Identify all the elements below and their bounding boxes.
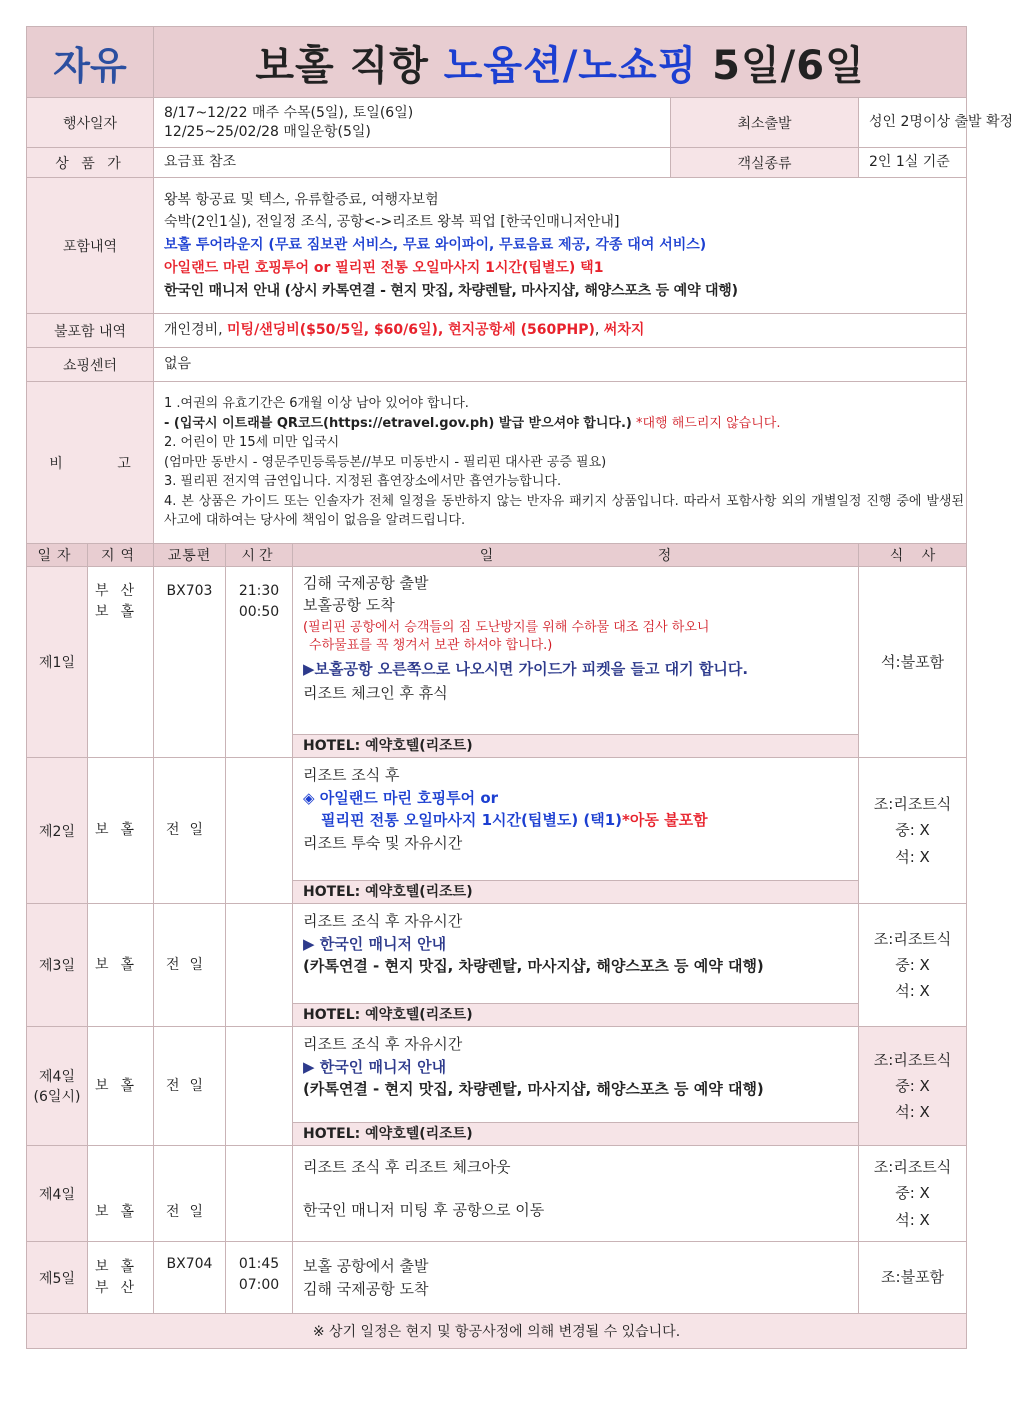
footer-notice: ※ 상기 일정은 현지 및 항공사정에 의해 변경될 수 있습니다.	[27, 1314, 967, 1349]
day-label: 제5일	[27, 1242, 88, 1314]
day-itinerary: 리조트 조식 후 리조트 체크아웃 한국인 매니저 미팅 후 공항으로 이동	[293, 1146, 859, 1242]
schedule-row	[27, 1146, 967, 1242]
excluded-value: 개인경비, 미팅/샌딩비($50/5일, $60/6일), 현지공항세 (560PHP), 써차지	[154, 314, 967, 348]
header-itinerary: 일 정	[293, 544, 859, 567]
room-type-label: 객실종류	[671, 148, 859, 178]
meal-info: 조:리조트식 중: X 석: X	[859, 1146, 967, 1242]
day-label: 제4일	[27, 1146, 88, 1242]
meal-info: 조:리조트식 중: X 석: X	[859, 758, 967, 904]
hotel-info: HOTEL: 예약호텔(리조트)	[293, 1122, 858, 1145]
schedule-row	[27, 1027, 967, 1146]
day-label: 제4일 (6일시)	[27, 1027, 88, 1146]
header-day: 일자	[27, 544, 88, 567]
min-departure-label: 최소출발	[671, 98, 859, 148]
price-value: 요금표 참조	[154, 148, 671, 178]
excluded-label: 불포함 내역	[27, 314, 154, 348]
day-region: 부산 보홀	[88, 567, 154, 758]
schedule-row	[27, 758, 967, 904]
dates-label: 행사일자	[27, 98, 154, 148]
included-label: 포함내역	[27, 178, 154, 314]
hotel-info: HOTEL: 예약호텔(리조트)	[293, 734, 858, 757]
day-transport: 전일	[154, 1027, 226, 1146]
flight-times: 21:30 00:50	[226, 567, 293, 758]
day-itinerary: 리조트 조식 후 자유시간 ▶ 한국인 매니저 안내 (카톡연결 - 현지 맛집, 차량렌탈, 마사지샵, 해양스포츠 등 예약 대행) HOTEL: 예약호텔(리조트)	[293, 904, 859, 1027]
day-transport: 전일	[154, 1146, 226, 1242]
included-list: 왕복 항공료 및 텍스, 유류할증료, 여행자보험 숙박(2인1실), 전일정 조식, 공항<->리조트 왕복 픽업 [한국인매니저안내] 보홀 투어라운지 (무료 짐보관 서비스, 무료 와이파이, 무료음료 제공, 각종 대여 서비스) 아일랜드 마린 호핑투어 or 필리핀 전통 오일마사지 1시간(팁별도) 택1 한국인 매니저 안내 (상시 카톡연결 - 현지 맛집, 차량렌탈, 마사지샵, 해양스포츠 등 예약 대행)	[154, 178, 967, 314]
meal-info: 조:불포함	[859, 1242, 967, 1314]
hotel-info: HOTEL: 예약호텔(리조트)	[293, 1003, 858, 1026]
day-itinerary: 리조트 조식 후 ◈ 아일랜드 마린 호핑투어 or 필리핀 전통 오일마사지 1시간(팁별도) (택1)*아동 불포함 리조트 투숙 및 자유시간 HOTEL: 예약호텔(리조트)	[293, 758, 859, 904]
schedule-row	[27, 567, 967, 758]
price-label: 상 품 가	[27, 148, 154, 178]
day-label: 제3일	[27, 904, 88, 1027]
free-badge: 자유	[27, 27, 154, 98]
day-itinerary: 김해 국제공항 출발 보홀공항 도착 (필리핀 공항에서 승객들의 짐 도난방지를 위해 수하물 대조 검사 하오니 수하물표를 꼭 챙겨서 보관 하셔야 합니다.) ▶보홀공항 오른쪽으로 나오시면 가이드가 피켓을 들고 대기 합니다. 리조트 체크인 후 휴식 HOTEL: 예약호텔(리조트)	[293, 567, 859, 758]
header-transport: 교통편	[154, 544, 226, 567]
day-region: 보홀	[88, 1146, 154, 1242]
flight-times: 01:45 07:00	[226, 1242, 293, 1314]
day-transport: 전일	[154, 904, 226, 1027]
header-region: 지역	[88, 544, 154, 567]
room-type-value: 2인 1실 기준	[859, 148, 967, 178]
page-title: 보홀 직항 노옵션/노쇼핑 5일/6일	[154, 27, 967, 98]
day-itinerary: 보홀 공항에서 출발 김해 국제공항 도착	[293, 1242, 859, 1314]
flight-number: BX704	[154, 1242, 226, 1314]
remarks-list: 1 .여권의 유효기간은 6개월 이상 남아 있어야 합니다. - (입국시 이트래블 QR코드(https://etravel.gov.ph) 발급 받으셔야 합니다.) *대행 해드리지 않습니다. 2. 어린이 만 15세 미만 입국시 (엄마만 동반시 - 영문주민등록등본//부모 미동반시 - 필리핀 대사관 공증 필요) 3. 필리핀 전지역 금연입니다. 지정된 흡연장소에서만 흡연가능합니다. 4. 본 상품은 가이드 또는 인솔자가 전체 일정을 동반하지 않는 반자유 패키지 상품입니다. 따라서 포함사항 외의 개별일정 진행 중에 발생된 사고에 대하여는 당사에 책임이 없음을 알려드립니다.	[154, 382, 967, 544]
dates-value: 8/17~12/22 매주 수목(5일), 토일(6일) 12/25~25/02/28 매일운항(5일)	[154, 98, 671, 148]
meal-info: 조:리조트식 중: X 석: X	[859, 904, 967, 1027]
meal-info: 조:리조트식 중: X 석: X	[859, 1027, 967, 1146]
title-row	[27, 27, 967, 98]
day-itinerary: 리조트 조식 후 자유시간 ▶ 한국인 매니저 안내 (카톡연결 - 현지 맛집, 차량렌탈, 마사지샵, 해양스포츠 등 예약 대행) HOTEL: 예약호텔(리조트)	[293, 1027, 859, 1146]
header-meal: 식 사	[859, 544, 967, 567]
shopping-label: 쇼핑센터	[27, 348, 154, 382]
day-label: 제1일	[27, 567, 88, 758]
min-departure-value: 성인 2명이상 출발 확정	[859, 98, 967, 148]
day-region: 보홀	[88, 1027, 154, 1146]
remarks-label: 비 고	[27, 382, 154, 544]
header-time: 시간	[226, 544, 293, 567]
day-transport: 전일	[154, 758, 226, 904]
day-region: 보홀	[88, 758, 154, 904]
shopping-value: 없음	[154, 348, 967, 382]
day-region: 보홀	[88, 904, 154, 1027]
itinerary-table	[26, 26, 1013, 1349]
schedule-row	[27, 904, 967, 1027]
meal-info: 석:불포함	[859, 567, 967, 758]
flight-number: BX703	[154, 567, 226, 758]
day-region: 보홀 부산	[88, 1242, 154, 1314]
day-label: 제2일	[27, 758, 88, 904]
schedule-row	[27, 1242, 967, 1314]
itinerary-document	[26, 26, 1013, 1349]
hotel-info: HOTEL: 예약호텔(리조트)	[293, 880, 858, 903]
schedule-header	[27, 544, 967, 567]
